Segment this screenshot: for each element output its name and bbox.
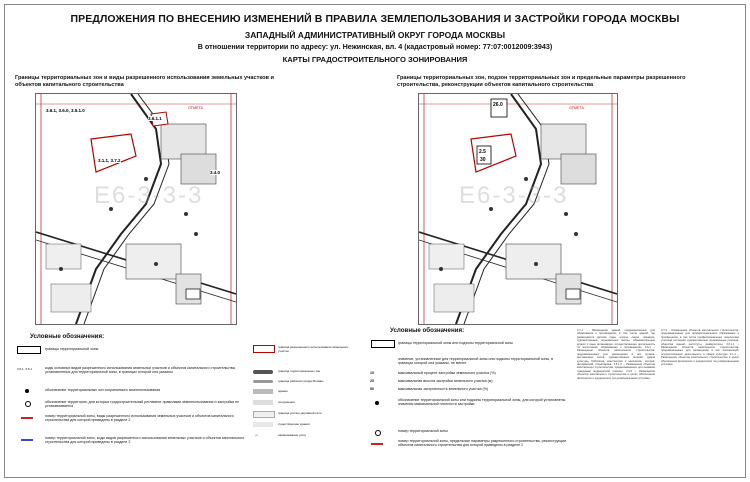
right-map-red-label: ОТМЕТА — [569, 106, 584, 110]
right-legend-item-7: номер территориальной зоны — [398, 429, 448, 433]
right-map-param-1: 2.5 — [479, 149, 486, 155]
zone-params-symbol — [371, 443, 383, 445]
right-zoning-map[interactable] — [418, 93, 618, 325]
right-map-title: Границы территориальных зон, подзон территориальных зон и предельные параметры разрешенного строительства, реконструкции объектов капитального строительства — [397, 75, 686, 88]
left-legend-item-4: обозначение территории, для которых градостроительный регламент правилами землепользования и застройки не устанавливается — [45, 400, 240, 409]
right-legend-item-1: границы территориальной зоны или подзоны территориальной зоны — [398, 341, 513, 345]
mid-legend-item-5: сооружения — [278, 400, 295, 404]
left-zone-code: Е6-3-3-3 — [94, 182, 204, 209]
left-zoning-map[interactable] — [35, 93, 237, 325]
left-legend-item-2: коды основных видов разрешенного использования земельных участков и объектов капитального строительства, установленных для территориальной зоны, в границах которой она указаны — [45, 366, 236, 375]
left-map-title: Границы территориальных зон и виды разрешенного использования земельных участков и объектов капитального строительства — [15, 75, 274, 88]
road-network-symbol — [253, 411, 275, 418]
left-legend-item-1: границы территориальной зоны — [45, 347, 99, 351]
density-zone-symbol — [375, 401, 379, 405]
right-legend-item-5: максимальная застроенность земельного участка (%) — [398, 387, 489, 391]
mid-legend-item-8: наименование улиц — [278, 433, 306, 437]
document-title: ПРЕДЛОЖЕНИЯ ПО ВНЕСЕНИЮ ИЗМЕНЕНИЙ В ПРАВИЛА ЗЕМЛЕПОЛЬЗОВАНИЯ И ЗАСТРОЙКИ ГОРОДА МОСКВЫ — [70, 13, 680, 25]
zone-number-symbol-3 — [21, 439, 33, 441]
zone-number-symbol — [375, 430, 381, 436]
no-regulation-symbol — [25, 401, 31, 407]
right-legend-item-6: обозначение территориальной зоны или подзоны территориальной зоны, для которой установлены значения максимальной плотности застройки — [398, 398, 566, 407]
mid-legend-item-7: существующие здания — [278, 422, 310, 426]
drawing-sheet — [4, 4, 746, 478]
district-title: ЗАПАДНЫЙ АДМИНИСТРАТИВНЫЙ ОКРУГ ГОРОДА МОСКВЫ — [244, 30, 506, 40]
left-legend-heading: Условные обозначения: — [30, 333, 105, 340]
mid-legend-item-3: граница районов города Москвы — [278, 379, 324, 383]
structure-symbol — [253, 400, 273, 405]
left-map-label-2: 3.1.1, 3.7.2 — [98, 158, 121, 163]
code-symbol: 3.6.1, 3.5.1 — [17, 367, 33, 371]
preserved-zone-symbol — [25, 389, 29, 393]
subzone-border-symbol — [371, 340, 395, 348]
mid-legend-item-2: граница территориальных зон — [278, 369, 321, 373]
land-plot-symbol — [253, 345, 275, 353]
zone-line-symbol — [253, 370, 273, 374]
notes-column-1: 3.7.1 – Размещение зданий, предназначенных для образования и просвещения, в том числе зданий, где размещаются детские сады, школы, лицеи, гимназии, художественные, музыкальные школы, образовательные кружки и иные организации, осуществляющие деятельность по воспитанию, образованию и просвещению. 3.6.1 – Размещение объектов капитального строительства, предназначенных для размещения в них музеев, выставочных залов, художественных галерей, домов культуры, библиотек, кинотеатров и кинозалов, театров, филармоний, планетариев. 3.5.1.0 – Размещение объектов капитального строительства, предназначенных для оказания гражданам медицинской помощи. 3.4.0 – Размещение объектов капитального строительства в целях обеспечения физических и юридических лиц коммунальными услугами. — [577, 329, 655, 380]
left-map-label-3: 3.4.0 — [210, 170, 221, 175]
zone-number-symbol-2 — [21, 417, 33, 419]
right-legend-item-8: номер территориальной зоны, предельные параметры разрешенного строительства, реконструкции объектов капитального строительства для которой приведены в разделе 2 — [398, 439, 567, 448]
left-legend-item-3: обозначение территориальных зон сохраняемого землепользования — [45, 388, 161, 392]
right-legend-value-3: 50 — [370, 387, 374, 391]
existing-building-symbol — [253, 422, 273, 427]
right-zone-code: Е6-3-3-3 — [459, 182, 569, 209]
right-legend-value-2: 25 — [370, 379, 374, 383]
mid-legend-item-4: здания — [278, 389, 288, 393]
right-legend-item-4: максимальная высота застройки земельного участка (м) — [398, 379, 493, 383]
right-map-param-3: 26.0 — [493, 102, 503, 108]
address-line: В отношении территории по адресу: ул. Нежинская, вл. 4 (кадастровый номер: 77:07:0012009:3943) — [197, 42, 553, 51]
right-legend-value-1: 10 — [370, 371, 374, 375]
zone-border-symbol — [17, 346, 41, 354]
sheet-subtitle: КАРТЫ ГРАДОСТРОИТЕЛЬНОГО ЗОНИРОВАНИЯ — [282, 55, 468, 64]
mid-legend-item-1: граница разрешенного использования земельного участка — [278, 345, 349, 354]
left-map-label-4: 3.6.1.1 — [148, 116, 162, 121]
right-legend-heading: Условные обозначения: — [390, 327, 465, 334]
left-map-label-1: 3.6.1, 3.6.0, 3.5.1.0 — [46, 108, 85, 113]
right-map-param-2: 30 — [480, 157, 486, 163]
right-legend-item-3: максимальный процент застройки земельного участка (%) — [398, 371, 496, 375]
left-map-red-label: ОТМЕТА — [188, 106, 203, 110]
building-symbol — [253, 389, 273, 394]
district-line-symbol — [253, 380, 273, 383]
notes-column-2: 3.7.2 – Размещение объектов капитального строительства, предназначенных для профессионального образования и просвещения, в том числе профессиональные технические училища, колледжи, художественные, музыкальные училища, общества знаний, институты, университеты. 3.6.1.1 – Размещение объектов капитального строительства, предназначенных для размещения в них организаций, осуществляющих деятельность в сфере культуры. 3.1.1 – Размещение объектов капитального строительства в целях обеспечения физических и юридических лиц коммунальными услугами. — [661, 329, 739, 367]
street-name-symbol: ул. — [255, 433, 260, 437]
right-legend-item-2: значение, установленные для территориальной зоны или подзоны территориальной зоны, в границах которой она указаны, не менее — [398, 357, 554, 366]
left-legend-item-6: номер территориальной зоны, коды видов разрешенного использования земельных участков и объектов капитального строительства для которой приведены в разделе 3 — [45, 436, 245, 445]
left-legend-item-5: номер территориальной зоны, виды разрешенного использования земельных участков и объектов капитального строительства для которой приведены в разделе 2 — [45, 414, 234, 423]
mid-legend-item-6: граница улично-дорожной сети — [278, 411, 322, 415]
